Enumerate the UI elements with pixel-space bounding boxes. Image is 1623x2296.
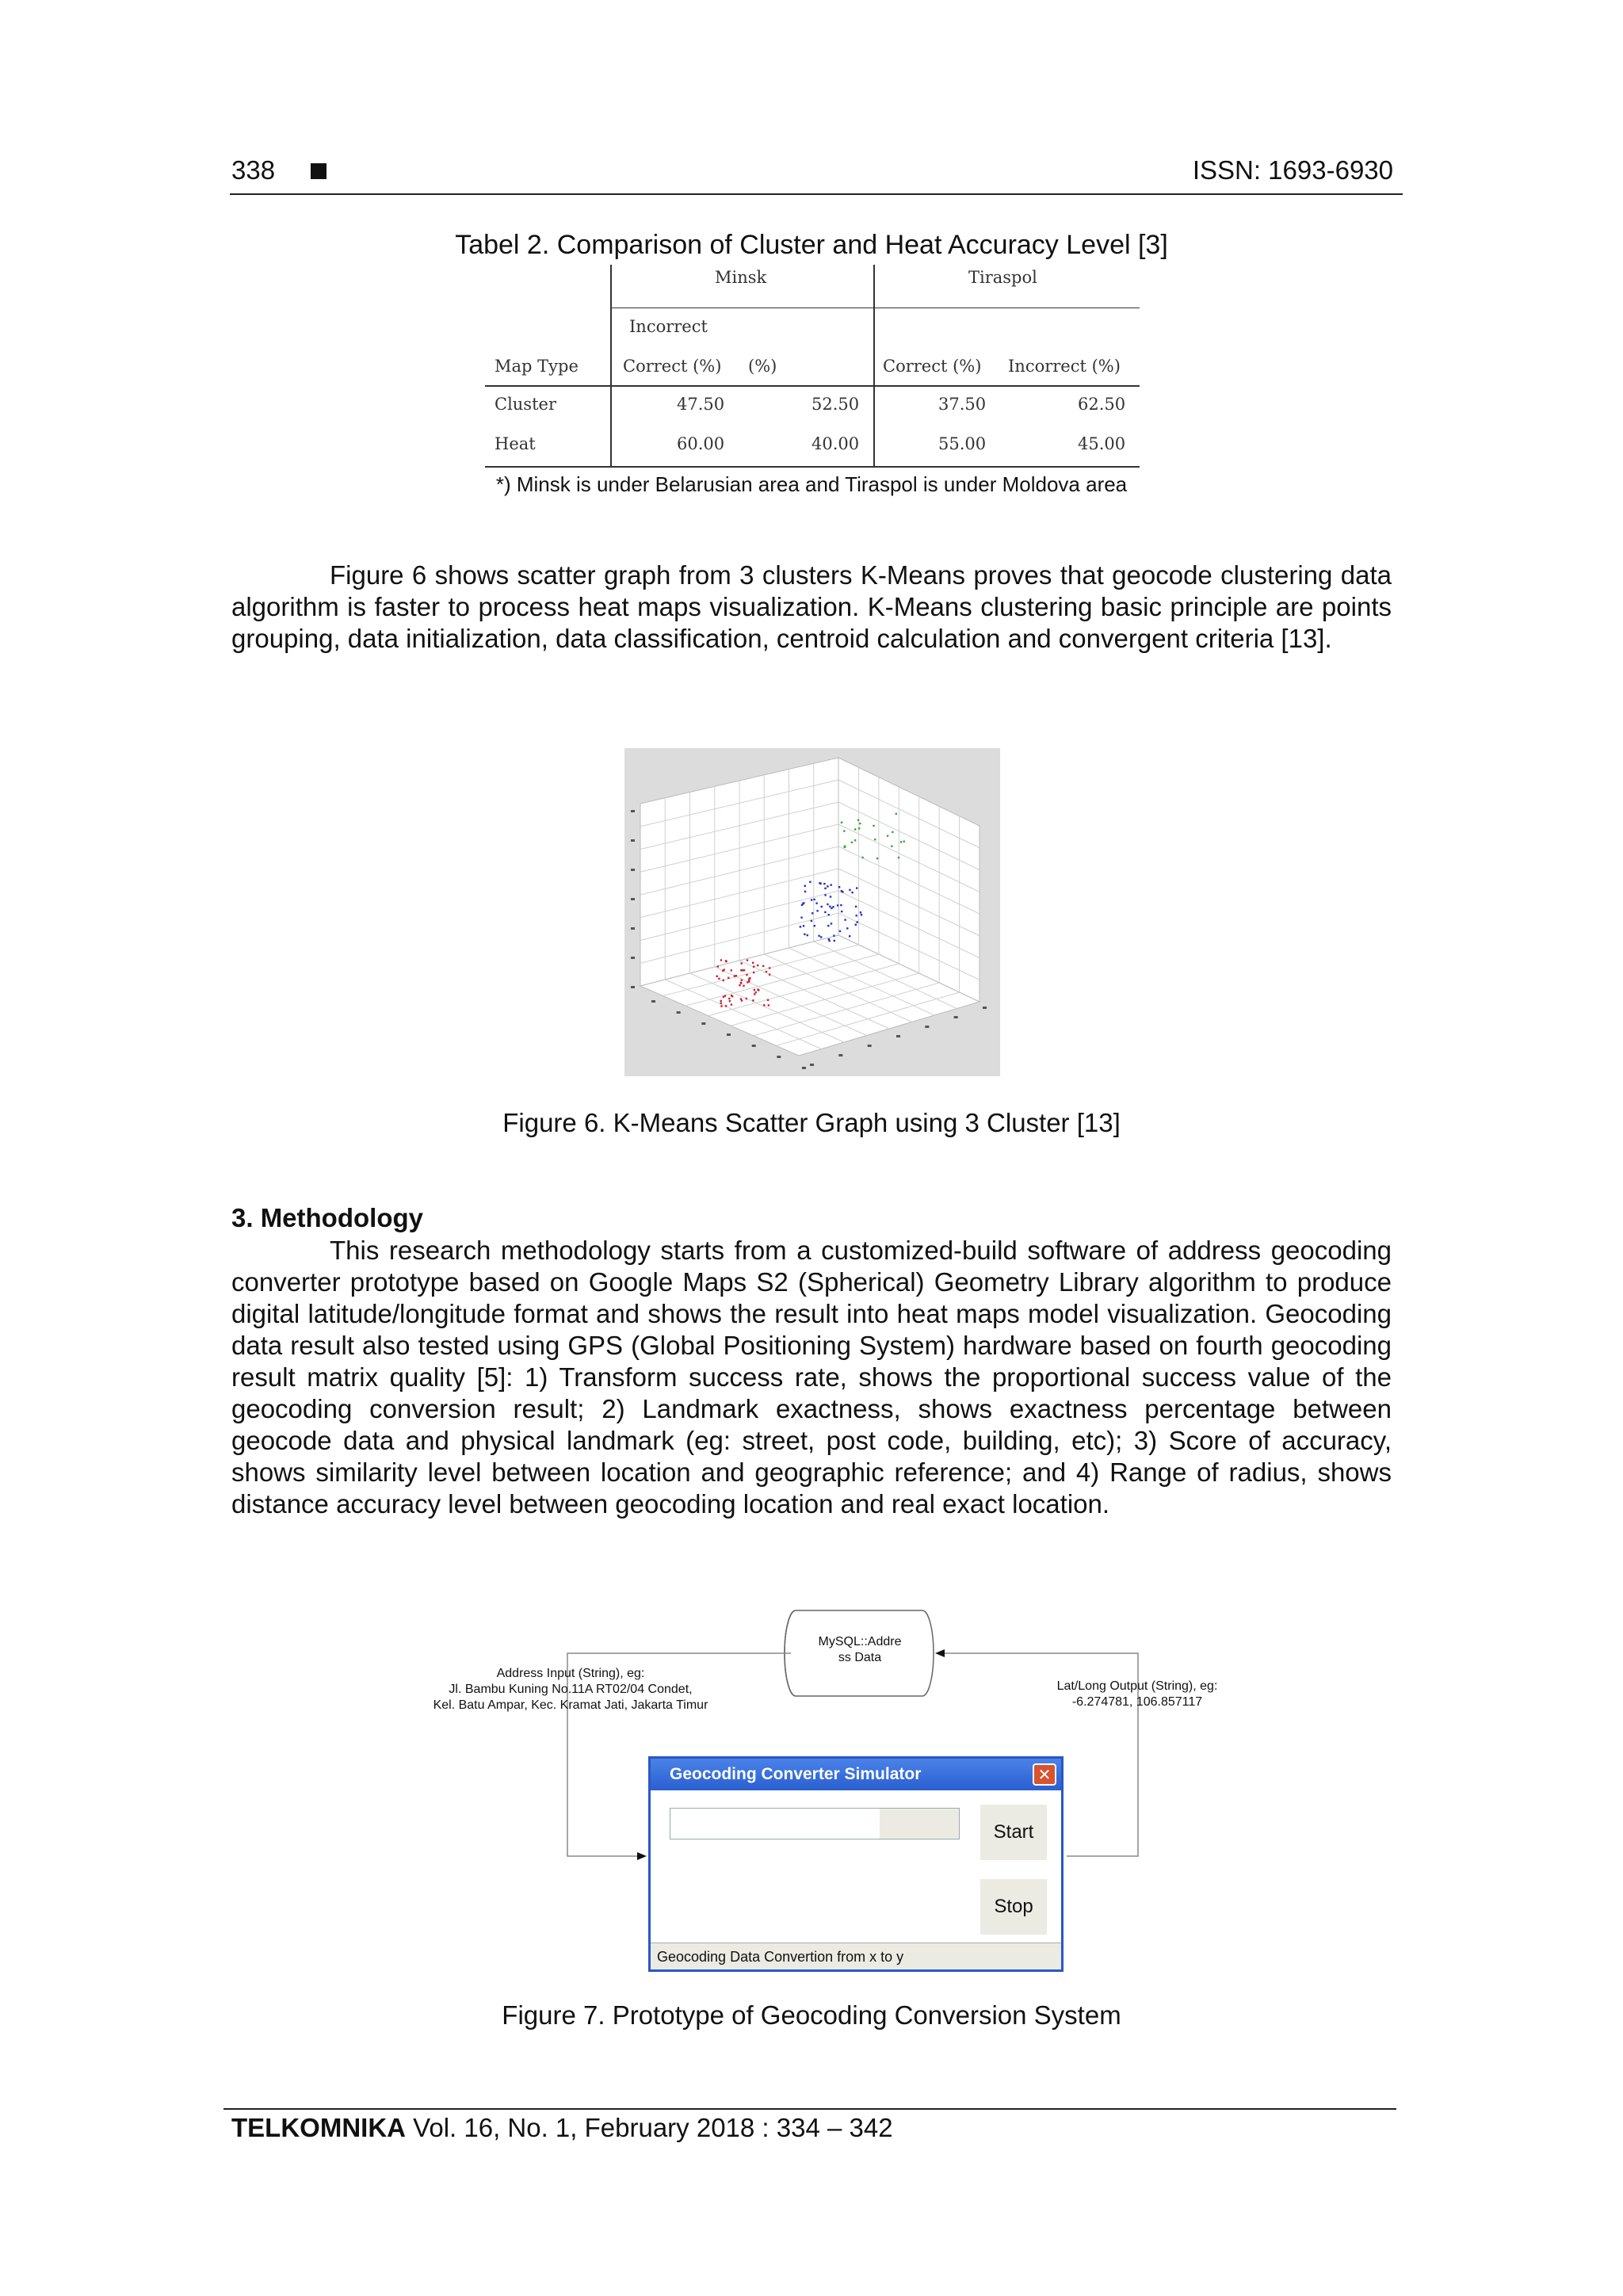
cell-cluster-tiraspol-incorrect: 62.50	[1078, 395, 1126, 414]
scatter-point	[768, 1004, 769, 1006]
scatter-point	[818, 935, 819, 937]
axis-tick	[838, 1054, 842, 1056]
geocoding-simulator-window	[648, 1756, 1064, 1972]
axis-tick	[802, 1067, 806, 1069]
scatter-point	[824, 911, 826, 913]
scatter-point	[720, 1005, 722, 1007]
scatter-point	[896, 813, 897, 815]
scatter-point	[766, 971, 767, 972]
table-caption: Tabel 2. Comparison of Cluster and Heat Accuracy Level [3]	[455, 230, 1168, 260]
table-vline-2	[873, 265, 875, 468]
scatter-point	[800, 926, 801, 927]
scatter-point	[815, 903, 817, 904]
group-header-tiraspol: Tiraspol	[968, 268, 1037, 287]
start-button[interactable]: Start	[980, 1805, 1047, 1860]
scatter-point	[837, 904, 838, 906]
axis-tick	[631, 898, 635, 900]
scatter-point	[857, 819, 859, 821]
axis-tick	[752, 1045, 756, 1047]
close-icon[interactable]: ✕	[1033, 1763, 1056, 1786]
scatter-point	[746, 974, 747, 976]
header-square-icon	[311, 163, 327, 179]
scatter-point	[717, 965, 719, 967]
axis-tick	[983, 1007, 987, 1009]
scatter-point	[747, 959, 748, 961]
scatter-point	[754, 993, 755, 995]
kmeans-scatter-plot	[624, 748, 1000, 1076]
scatter-point	[891, 846, 892, 847]
scatter-point	[816, 910, 818, 911]
scatter-point	[742, 969, 743, 971]
scatter-point	[727, 977, 729, 979]
axis-tick	[631, 986, 635, 988]
cell-cluster-minsk-incorrect: 52.50	[812, 395, 860, 414]
scatter-point	[769, 974, 770, 976]
axis-tick	[631, 810, 635, 812]
cell-heat-minsk-incorrect: 40.00	[812, 434, 860, 453]
scatter-point	[731, 969, 732, 971]
scatter-point	[830, 896, 831, 897]
scatter-point	[811, 899, 812, 900]
row-label-heat: Heat	[495, 434, 536, 453]
axis-tick	[868, 1045, 872, 1047]
scatter-point	[728, 998, 730, 999]
scatter-point	[809, 881, 811, 883]
figure-6-caption: Figure 6. K-Means Scatter Graph using 3 Cluster [13]	[502, 1108, 1121, 1137]
scatter-point	[843, 830, 845, 831]
col-incorrect-minsk-line1: Incorrect	[629, 317, 708, 336]
axis-tick	[631, 927, 635, 930]
scatter-point	[832, 906, 834, 907]
output-arrow-icon	[935, 1649, 945, 1657]
axis-tick	[701, 1022, 705, 1025]
scatter-point	[725, 1005, 727, 1007]
scatter-point	[860, 911, 861, 913]
page-number: 338	[231, 155, 276, 185]
scatter-point	[741, 962, 743, 964]
col-incorrect-minsk-line2: (%)	[748, 357, 777, 376]
input-arrow-icon	[637, 1852, 647, 1860]
paragraph-2-text: This research methodology starts from a customized-build software of address geocoding converter prototype based on Google Maps S2 (Spherical) Geometry Library algorithm to produce digital latitude/longitude format and shows the result into heat maps model visualization. Geocoding data result also tested using GPS (Global Positioning System) hardware based on fourth geocoding result matrix quality [5]: 1) Transform success rate, shows the proportional success value of the geocoding conversion result; 2) Landmark exactness, shows exactness percentage between geocode data and physical landmark (eg: street, post code, building, etc); 3) Score of accuracy, shows similarity level between location and geographic reference; and 4) Range of radius, shows distance accuracy level between geocoding location and real exact location.	[231, 1236, 1392, 1519]
scatter-point	[824, 894, 826, 896]
scatter-point	[720, 1000, 722, 1002]
scatter-point	[741, 979, 743, 980]
scatter-point	[838, 886, 840, 888]
scatter-point	[841, 911, 842, 912]
table-bottom-rule	[485, 466, 1140, 468]
scatter-point	[725, 960, 727, 961]
window-title: Geocoding Converter Simulator	[651, 1759, 1061, 1790]
section-title: 3. Methodology	[231, 1203, 423, 1232]
scatter-point	[851, 842, 853, 843]
col-correct-minsk: Correct (%)	[623, 357, 722, 376]
footer-volume: Vol. 16, No. 1, February 2018 : 334 – 342	[405, 2113, 893, 2142]
cell-heat-tiraspol-incorrect: 45.00	[1078, 434, 1126, 453]
scatter-point	[755, 991, 757, 993]
scatter-point	[731, 995, 732, 996]
scatter-point	[813, 899, 815, 900]
axis-tick	[810, 1064, 814, 1066]
paragraph-2	[231, 1235, 1392, 1520]
scatter-point	[856, 915, 857, 916]
scatter-point	[763, 1004, 765, 1006]
journal-name: TELKOMNIKA	[231, 2113, 406, 2142]
scatter-point	[767, 999, 769, 1001]
paragraph-1	[231, 560, 1392, 655]
cell-heat-minsk-correct: 60.00	[677, 434, 725, 453]
scatter-point	[851, 892, 853, 893]
footer-citation	[231, 2113, 893, 2143]
scatter-point	[855, 906, 857, 907]
scatter-point	[841, 822, 842, 823]
scatter-point	[819, 883, 821, 884]
scatter-point	[855, 924, 857, 926]
geocoding-system-figure	[396, 1593, 1252, 1989]
scatter-point	[876, 858, 878, 859]
scatter-point	[849, 889, 850, 891]
scatter-point	[754, 989, 755, 991]
scatter-point	[833, 935, 834, 937]
axis-tick	[954, 1016, 958, 1018]
paragraph-1-text: Figure 6 shows scatter graph from 3 clusters K-Means proves that geocode clustering data algorithm is faster to process heat maps visualization. K-Means clustering basic principle are points grouping, data initialization, data classification, centroid calculation and convergent criteria [13].	[231, 560, 1392, 653]
scatter-point	[753, 972, 754, 973]
axis-tick	[631, 839, 635, 842]
scatter-point	[874, 839, 876, 840]
scatter-point	[723, 980, 724, 981]
axis-tick	[677, 1011, 681, 1014]
cell-cluster-minsk-correct: 47.50	[677, 395, 725, 414]
scatter-point	[828, 940, 830, 942]
scatter-point	[814, 925, 815, 926]
table-vline-1	[610, 265, 612, 468]
kmeans-scatter-figure	[624, 748, 1000, 1076]
scatter-point	[854, 828, 856, 830]
scatter-point	[741, 999, 743, 1001]
scatter-point	[743, 985, 744, 987]
scatter-point	[887, 835, 888, 837]
table-note: *) Minsk is under Belarusian area and Tiraspol is under Moldova area	[495, 472, 1128, 496]
scatter-point	[720, 959, 722, 961]
footer-rule	[223, 2108, 1396, 2110]
scatter-point	[844, 846, 846, 847]
scatter-point	[749, 977, 750, 979]
scatter-point	[828, 914, 830, 915]
scatter-point	[811, 920, 812, 922]
issn: ISSN: 1693-6930	[1192, 155, 1393, 185]
scatter-point	[769, 967, 770, 968]
scatter-point	[729, 1000, 731, 1002]
scatter-point	[859, 823, 861, 824]
figure-7-caption: Figure 7. Prototype of Geocoding Conversion System	[502, 2000, 1121, 2030]
scatter-point	[903, 841, 905, 842]
col-correct-tiraspol: Correct (%)	[883, 357, 982, 376]
scatter-point	[724, 968, 725, 970]
scatter-point	[734, 975, 735, 976]
axis-tick	[896, 1035, 900, 1037]
scatter-point	[804, 885, 806, 887]
header-rule	[230, 193, 1403, 195]
scatter-point	[762, 965, 764, 967]
scatter-point	[746, 998, 747, 999]
address-input[interactable]	[670, 1808, 960, 1839]
scatter-point	[752, 962, 754, 964]
input-shade	[880, 1809, 959, 1839]
cell-heat-tiraspol-correct: 55.00	[938, 434, 987, 453]
scatter-point	[716, 976, 718, 977]
scatter-point	[823, 883, 825, 884]
scatter-point	[827, 904, 828, 905]
scatter-point	[820, 936, 822, 938]
axis-tick	[727, 1033, 731, 1036]
scatter-point	[840, 904, 842, 906]
scatter-point	[800, 917, 802, 919]
latlong-output-label: Lat/Long Output (String), eg: -6.274781, 106.857117	[1056, 1679, 1218, 1709]
database-label: MySQL::Addre ss Data	[818, 1635, 902, 1664]
scatter-point	[821, 906, 823, 907]
scatter-point	[807, 934, 808, 936]
scatter-point	[898, 857, 899, 858]
scatter-point	[757, 965, 758, 966]
scatter-point	[731, 1003, 732, 1005]
scatter-point	[753, 966, 754, 968]
scatter-point	[849, 935, 850, 937]
scatter-point	[812, 912, 813, 914]
scatter-point	[834, 940, 835, 942]
scatter-point	[752, 999, 754, 1001]
scatter-point	[757, 988, 758, 990]
comparison-table	[485, 265, 1140, 468]
scatter-point	[827, 925, 829, 926]
scatter-point	[739, 984, 740, 986]
scatter-point	[844, 919, 846, 920]
scatter-point	[846, 927, 848, 929]
header-rule-table	[485, 385, 1140, 387]
cell-cluster-tiraspol-correct: 37.50	[938, 395, 987, 414]
scatter-point	[873, 825, 874, 827]
scatter-point	[824, 888, 826, 889]
scatter-point	[831, 923, 832, 924]
scatter-point	[829, 906, 831, 907]
scatter-point	[856, 887, 857, 888]
scatter-point	[718, 978, 720, 980]
scatter-point	[839, 930, 841, 932]
scatter-point	[723, 996, 724, 998]
scatter-point	[804, 891, 806, 892]
scatter-point	[857, 921, 858, 923]
scatter-point	[842, 891, 843, 892]
scatter-point	[748, 980, 750, 982]
stop-button[interactable]: Stop	[980, 1879, 1047, 1935]
axis-tick	[651, 1000, 655, 1003]
row-label-cluster: Cluster	[495, 395, 556, 414]
group-header-minsk: Minsk	[715, 268, 767, 287]
axis-tick	[777, 1056, 781, 1058]
col-incorrect-tiraspol: Incorrect (%)	[1008, 357, 1121, 376]
scatter-point	[854, 839, 856, 841]
scatter-point	[831, 884, 832, 885]
axis-tick	[925, 1026, 929, 1028]
scatter-point	[831, 907, 832, 909]
scatter-point	[858, 827, 860, 829]
scatter-point	[803, 925, 804, 926]
scatter-point	[720, 1003, 722, 1004]
address-input-label: Address Input (String), eg: Jl. Bambu Kuning No.11A RT02/04 Condet, Kel. Batu Ampar, Kec. Kramat Jati, Jakarta Timur	[433, 1667, 708, 1712]
col-map-type: Map Type	[495, 357, 579, 376]
scatter-point	[900, 841, 902, 842]
scatter-point	[827, 885, 828, 887]
axis-tick	[631, 957, 635, 959]
axis-tick	[631, 869, 635, 871]
scatter-point	[804, 934, 805, 935]
scatter-point	[740, 982, 742, 984]
status-bar: Geocoding Data Convertion from x to y	[651, 1943, 1061, 1969]
scatter-point	[861, 914, 862, 915]
scatter-point	[861, 857, 863, 858]
scatter-point	[801, 904, 803, 906]
scatter-point	[892, 831, 893, 833]
